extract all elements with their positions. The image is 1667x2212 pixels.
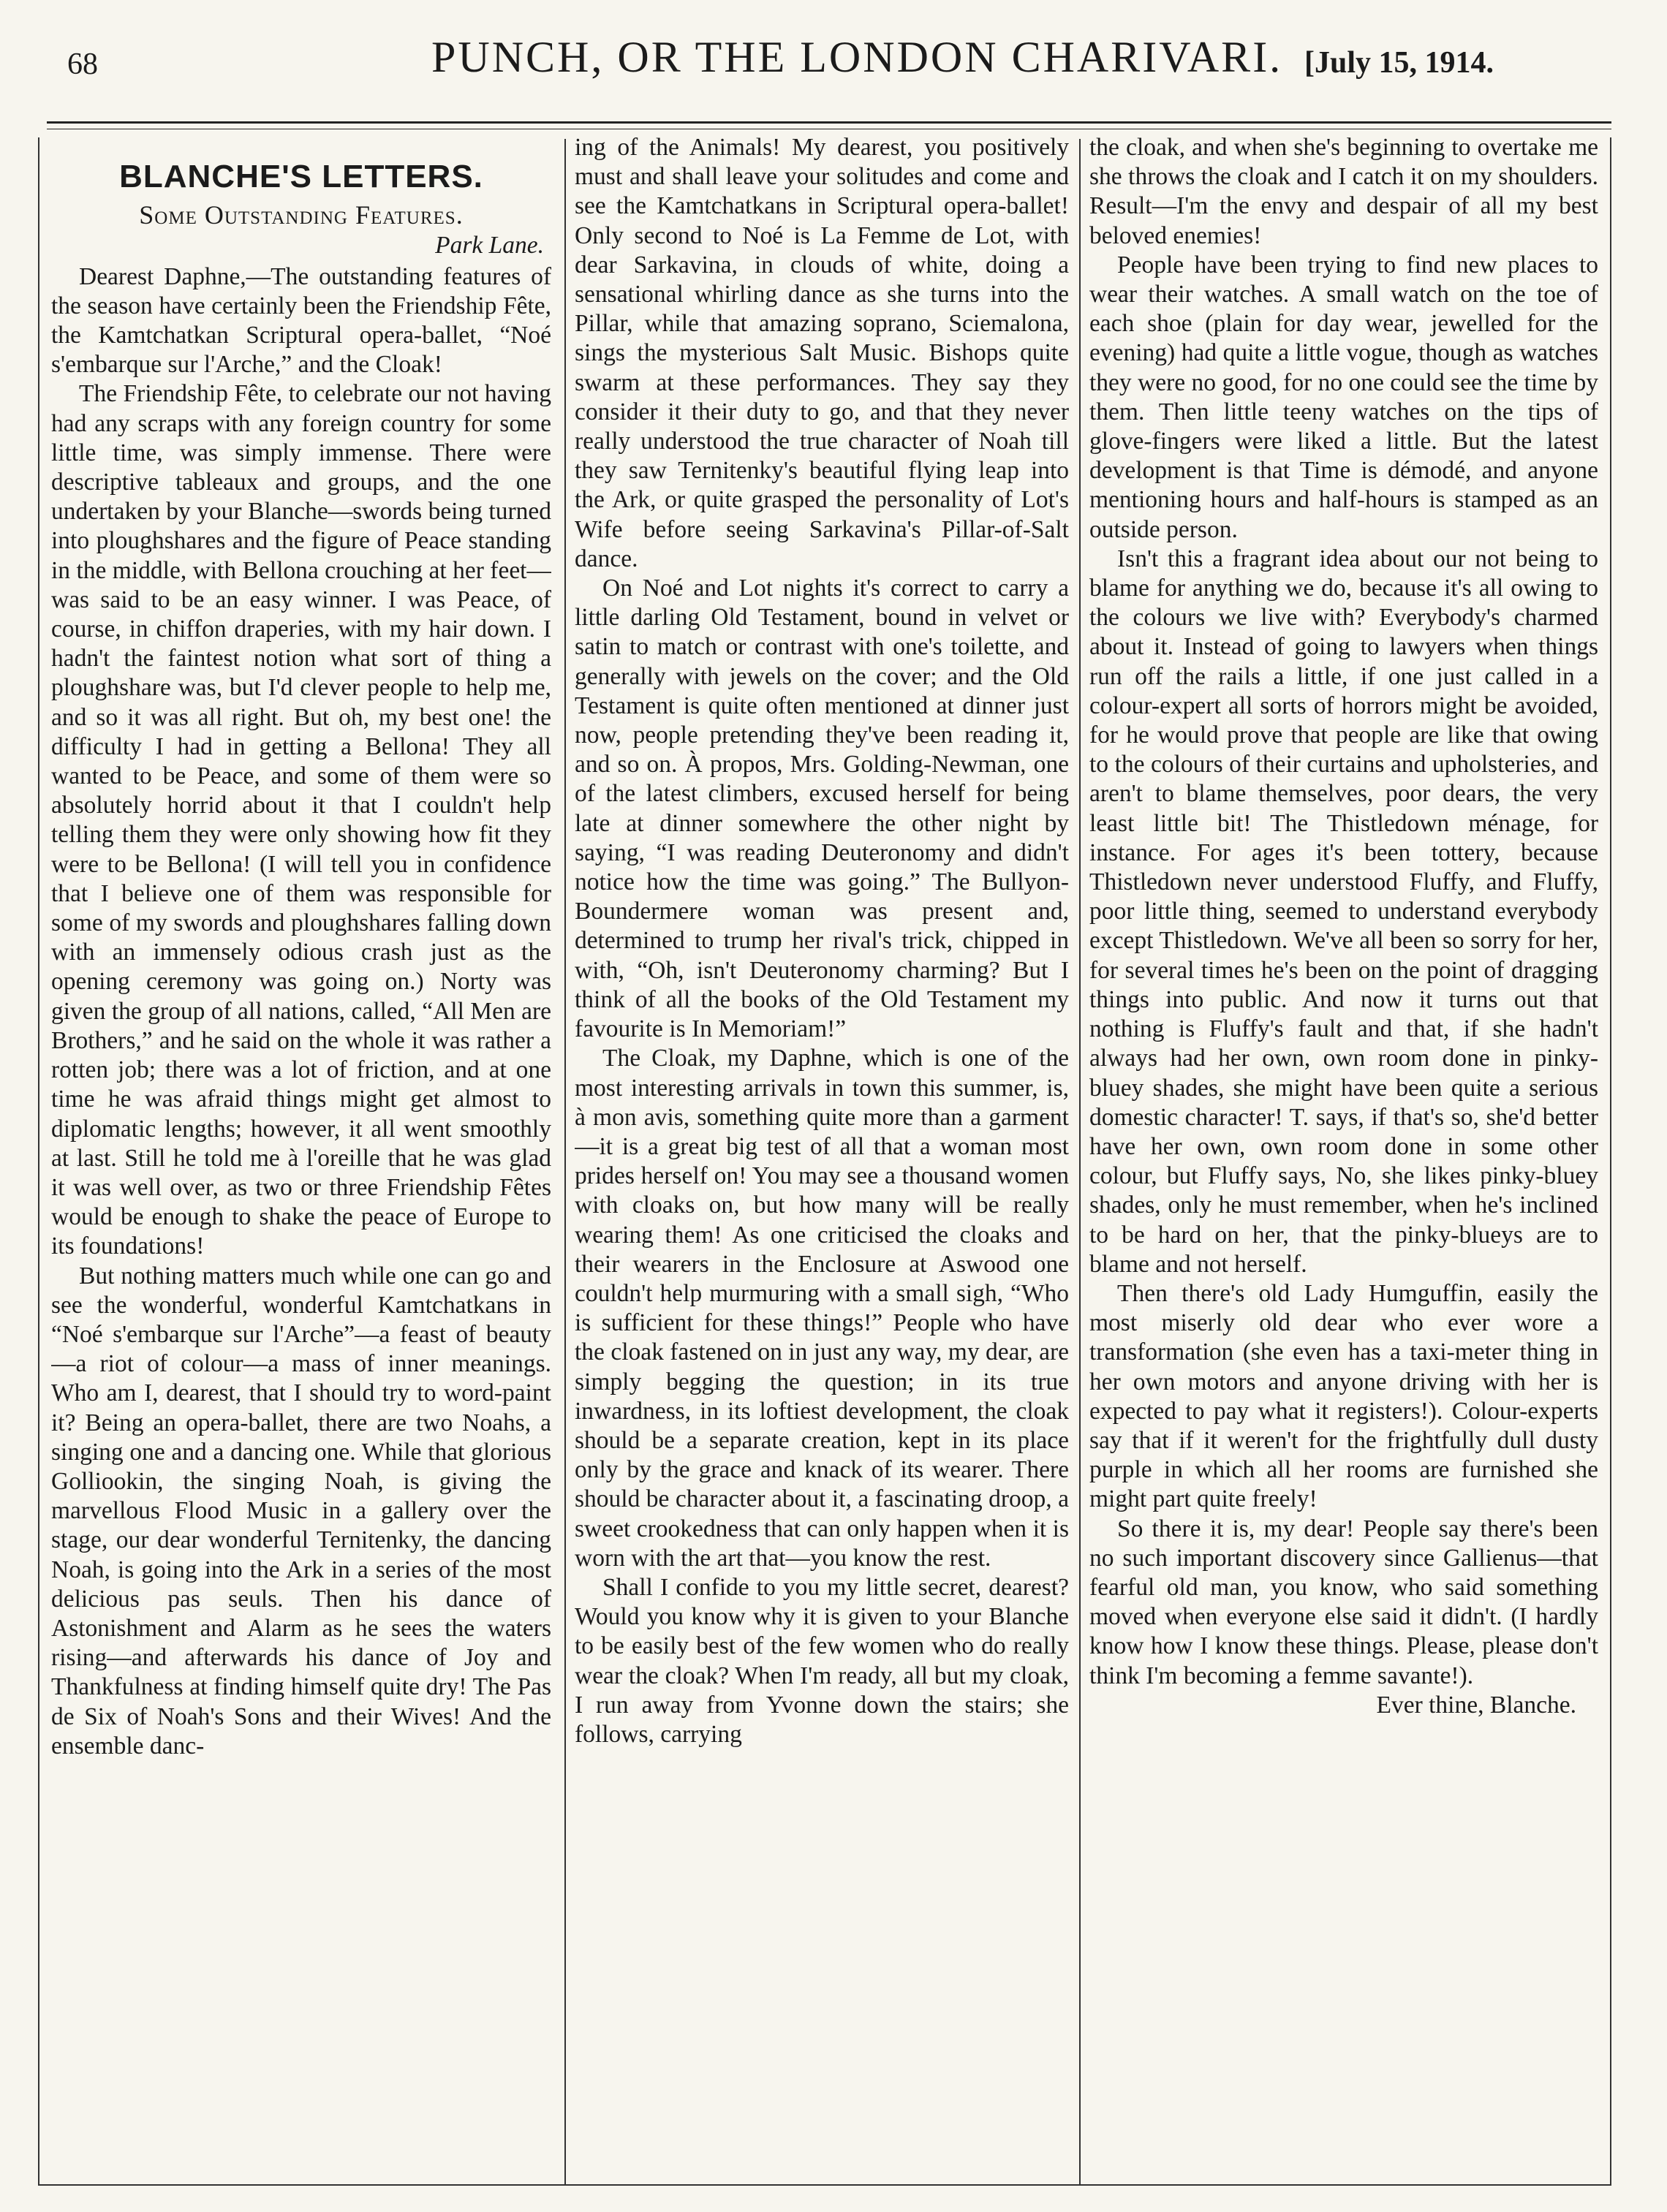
page-number: 68	[67, 48, 98, 81]
paragraph: ing of the Animals! My dearest, you positively must and shall leave your solitudes and come and see the Kamtchatkans in Scriptural opera-ballet! Only second to Noé is La Femme de Lot, with dear Sarkavina, in clouds of white, doing a sensational whirling dance as she turns into the Pillar, while that amazing soprano, Sciemalona, sings the mysterious Salt Music. Bishops quite swarm at these performances. They say they consider it their duty to go, and that they never really understood the true character of Noah till they saw Ternitenky's beautiful flying leap into the Ark, or quite grasped the personality of Lot's Wife before seeing Sarkavina's Pillar-of-Salt dance.	[575, 134, 1069, 572]
paragraph: People have been trying to find new places to wear their watches. A small watch on the toe of each shoe (plain for day wear, jewelled for the evening) had quite a little vogue, though as watches they were no good, for no one could see the time by them. Then little teeny watches on the tips of glove-fingers were liked a little. But the latest development is that Time is démodé, and anyone mentioning hours and half-hours is stamped as an outside person.	[1089, 251, 1598, 543]
letter-location: Park Lane.	[435, 232, 544, 260]
paragraph: On Noé and Lot nights it's correct to carry a little darling Old Testament, bound in velvet or satin to match or contrast with one's toilette, and generally with jewels on the cover; and the Old Testament is quite often mentioned at dinner just now, people pretending they've been reading it, and so on. À propos, Mrs. Golding-Newman, one of the latest climbers, excused herself for being late at dinner somewhere the other night by saying, “I was reading Deuteronomy and didn't notice how the time was going.” The Bullyon-Boundermere woman was present and, determined to trump her rival's trick, chipped in with, “Oh, isn't Deuteronomy charming? But I think of all the books of the Old Testament my favourite is In Memoriam!”	[575, 575, 1069, 1043]
issue-date: [July 15, 1914.	[1304, 46, 1494, 80]
paragraph: Isn't this a fragrant idea about our not being to blame for anything we do, because it's all owing to the colours we live with? Everybody's charmed about it. Instead of going to lawyers when things run off the rails a little, if one just called in a colour-expert all sorts of horrors might be avoided, for he would prove that people are like that owing to the colours of their curtains and upholsteries, and aren't to blame themselves, poor dears, the very least little bit! The Thistledown ménage, for instance. For ages it's been tottery, because Thistledown never understood Fluffy, and Fluffy, poor little thing, seemed to understand everybody except Thistledown. We've all been so sorry for her, for several times he's been on the point of dragging things into public. And now it turns out that nothing is Fluffy's fault and that, if she hadn't always had her own, own room done in pinky-bluey shades, she might have been quite a serious domestic character! T. says, if that's so, she'd better have her own, own room done in some other colour, but Fluffy says, No, she likes pinky-bluey shades, only he must remember, when he's inclined to be hard on her, that the pinky-blueys are to blame and not herself.	[1089, 545, 1598, 1278]
paragraph: the cloak, and when she's beginning to overtake me she throws the cloak and I catch it on my shoulders. Result—I'm the envy and despair of all my best beloved enemies!	[1089, 134, 1598, 249]
article-title: BLANCHE'S LETTERS.	[119, 159, 483, 194]
paragraph: Then there's old Lady Humguffin, easily the most miserly old dear who ever wore a transformation (she even has a taxi-meter thing in her own motors and anyone driving with her is expected to pay what it registers!). Colour-experts say that if it weren't for the frightfully dull dusty purple in which all her rooms are furnished she might part quite freely!	[1089, 1279, 1598, 1513]
paragraph: Shall I confide to you my little secret, dearest? Would you know why it is given to your Blanche to be easily best of the few women who do really wear the cloak? When I'm ready, all but my cloak, I run away from Yvonne down the stairs; she follows, carrying	[575, 1573, 1069, 1748]
article-subtitle: Some Outstanding Features.	[139, 200, 464, 230]
column-2	[575, 133, 1069, 2180]
column-3	[1089, 133, 1598, 2180]
paragraph: The Cloak, my Daphne, which is one of the most interesting arrivals in town this summer, is, à mon avis, something quite more than a garment—it is a great big test of all that a woman most prides herself on! You may see a thousand women with cloaks on, but how many will be really wearing them! As one criticised the cloaks and their wearers in the Enclosure at Aswood one couldn't help murmuring with a small sigh, “Who is sufficient for these things!” People who have the cloak fastened on in just any way, my dear, are simply begging the question; in its true inwardness, in its loftiest development, the cloak should be a separate creation, kept in its place only by the grace and knack of its wearer. There should be character about it, a fascinating droop, a sweet crookedness that can only happen when it is worn with the art that—you know the rest.	[575, 1045, 1069, 1572]
paragraph: But nothing matters much while one can go and see the wonderful, wonderful Kamtchatkans in “Noé s'embarque sur l'Arche”—a feast of beauty—a riot of colour—a mass of inner meanings. Who am I, dearest, that I should try to word-paint it? Being an opera-ballet, there are two Noahs, a singing one and a dancing one. While that glorious Golliookin, the singing Noah, is giving the marvellous Flood Music in a gallery over the stage, our dear wonderful Ternitenky, the dancing Noah, is going into the Ark in a series of the most delicious pas seuls. Then his dance of Astonishment and Alarm as he sees the waters rising—and afterwards his dance of Joy and Thankfulness at finding himself quite dry! The Pas de Six of Noah's Sons and their Wives! And the ensemble danc-	[51, 1262, 551, 1760]
paragraph: The Friendship Fête, to celebrate our not having had any scraps with any foreign country for some little time, was simply immense. There were descriptive tableaux and groups, and the one undertaken by your Blanche—swords being turned into ploughshares and the figure of Peace standing in the middle, with Bellona crouching at her feet—was said to be an easy winner. I was Peace, of course, in chiffon draperies, with my hair down. I hadn't the faintest notion what sort of thing a ploughshare was, but I'd clever people to help me, and so it was all right. But oh, my best one! the difficulty I had in getting a Bellona! They all wanted to be Peace, and some of them were so absolutely horrid about it that I couldn't help telling them they were only showing how fit they were to be Bellona! (I will tell you in confidence that I believe one of them was responsible for some of my swords and ploughshares falling down with an immensely odious crash just as the opening ceremony was going on.) Norty was given the group of all nations, called, “All Men are Brothers,” and he said on the whole it was rather a rotten job; there was a lot of friction, and at one time he was afraid things might get almost to diplomatic lengths; however, it all went smoothly at last. Still he told me à l'oreille that he was glad it was well over, as two or three Friendship Fêtes would be enough to shake the peace of Europe to its foundations!	[51, 380, 551, 1260]
column-divider	[564, 139, 566, 2186]
paragraph: So there it is, my dear! People say there's been no such important discovery since Gallienus—that fearful old man, you know, who said something moved when everyone else said it didn't. (I hardly know how I know these things. Please, please don't think I'm becoming a femme savante!).	[1089, 1515, 1598, 1689]
header-rule-thick	[47, 121, 1611, 124]
column-1	[51, 133, 551, 2180]
column-divider	[1079, 139, 1081, 2186]
paragraph: Dearest Daphne,—The outstanding features of the season have certainly been the Friendship Fête, the Kamtchatkan Scriptural opera-ballet, “Noé s'embarque sur l'Arche,” and the Cloak!	[51, 262, 551, 379]
masthead: PUNCH, OR THE LONDON CHARIVARI.	[431, 33, 1283, 81]
letter-signature: Ever thine, Blanche.	[1376, 1691, 1576, 1719]
